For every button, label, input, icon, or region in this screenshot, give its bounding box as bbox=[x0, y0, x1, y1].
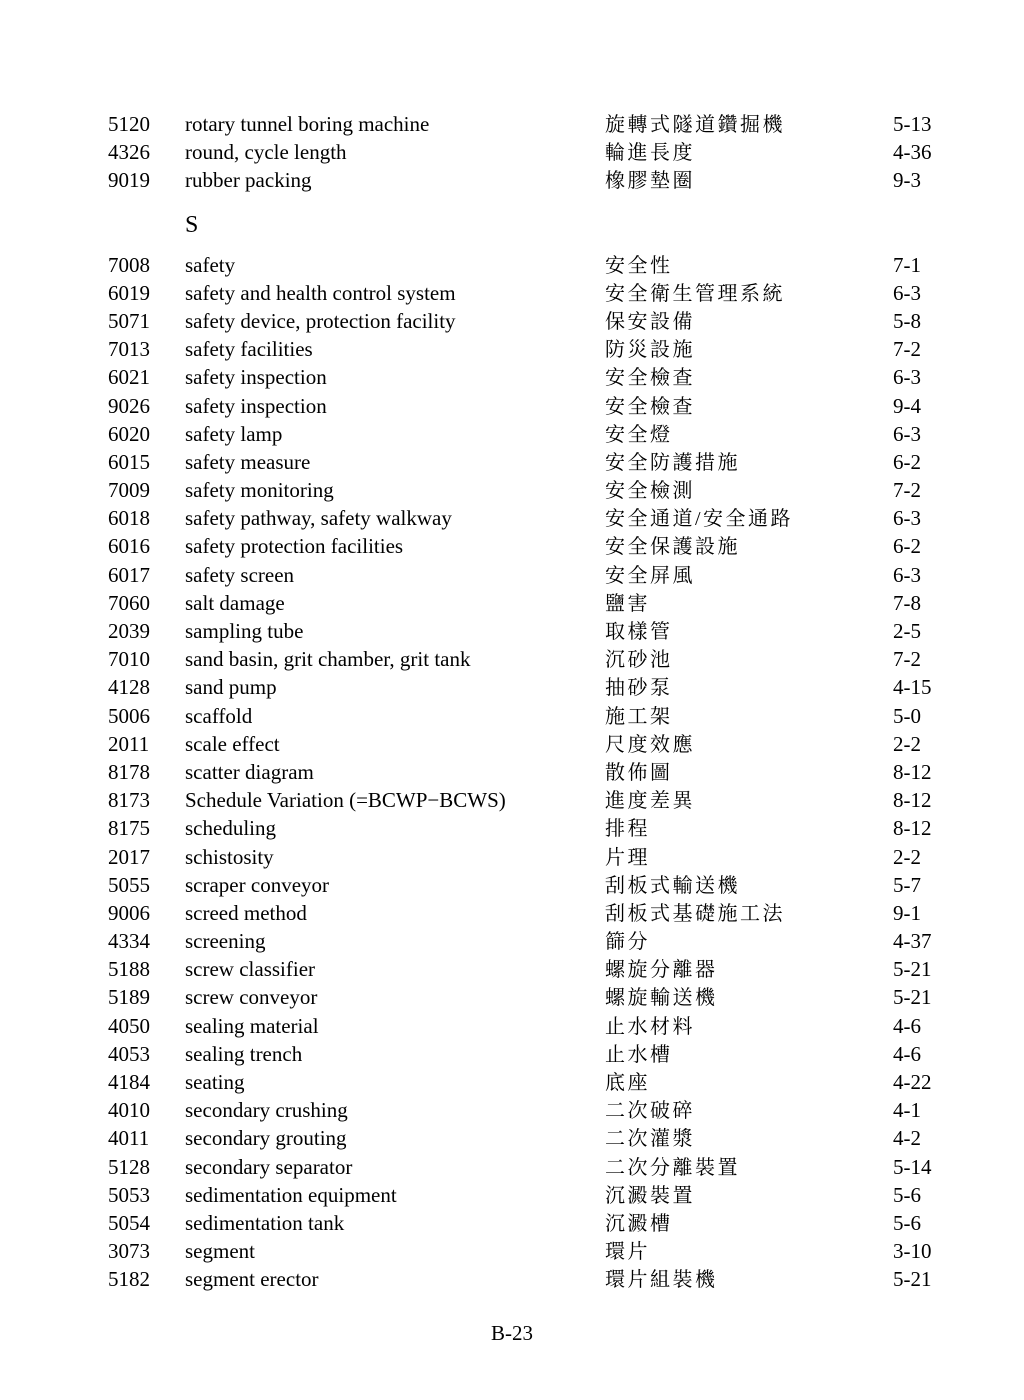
chinese-term-cell: 安全性 bbox=[605, 254, 673, 277]
glossary-row bbox=[108, 1237, 974, 1265]
chinese-term-cell: 安全燈 bbox=[605, 423, 673, 446]
page-ref-cell: 7-1 bbox=[893, 252, 921, 277]
page-number: B-23 bbox=[491, 1321, 533, 1345]
english-term-cell: safety monitoring bbox=[185, 478, 334, 503]
english-term-cell: safety screen bbox=[185, 562, 295, 587]
code-cell: 6021 bbox=[108, 365, 150, 390]
chinese-term-cell: 止水槽 bbox=[605, 1043, 673, 1066]
english-term-cell: safety lamp bbox=[185, 421, 283, 446]
page-ref-cell: 2-2 bbox=[893, 844, 921, 869]
code-cell: 2011 bbox=[108, 731, 150, 756]
chinese-term-cell: 刮板式基礎施工法 bbox=[605, 902, 785, 925]
glossary-row bbox=[108, 561, 974, 589]
chinese-term-cell: 安全衛生管理系統 bbox=[605, 282, 785, 305]
page-ref-cell: 6-3 bbox=[893, 562, 921, 587]
page-ref-cell: 6-3 bbox=[893, 421, 921, 446]
section-header-s: S bbox=[185, 211, 199, 238]
page-ref-cell: 5-6 bbox=[893, 1182, 921, 1207]
chinese-term-cell: 止水材料 bbox=[605, 1015, 695, 1038]
chinese-term-cell: 二次灌漿 bbox=[605, 1128, 695, 1151]
code-cell: 8175 bbox=[108, 816, 150, 841]
code-cell: 6015 bbox=[108, 449, 150, 474]
code-cell: 5054 bbox=[108, 1210, 150, 1235]
chinese-term-cell: 環片組裝機 bbox=[605, 1269, 718, 1292]
page-ref-cell: 9-3 bbox=[893, 168, 921, 193]
code-cell: 7010 bbox=[108, 647, 150, 672]
page-ref-cell: 9-1 bbox=[893, 900, 921, 925]
chinese-term-cell: 散佈圖 bbox=[605, 761, 673, 784]
code-cell: 2039 bbox=[108, 619, 150, 643]
code-cell: 8173 bbox=[108, 788, 150, 813]
english-term-cell: schistosity bbox=[185, 844, 274, 869]
english-term-cell: safety bbox=[185, 252, 236, 277]
chinese-term-cell: 保安設備 bbox=[605, 310, 695, 333]
english-term-cell: scale effect bbox=[185, 731, 280, 756]
glossary-row bbox=[108, 1153, 974, 1181]
code-cell: 4010 bbox=[108, 1098, 150, 1123]
english-term-cell: sealing material bbox=[185, 1013, 319, 1038]
code-cell: 6019 bbox=[108, 280, 150, 305]
english-term-cell: sand pump bbox=[185, 675, 277, 700]
page-ref-cell: 5-7 bbox=[893, 872, 921, 897]
glossary-row bbox=[108, 1181, 974, 1209]
page-ref-cell: 4-36 bbox=[893, 140, 932, 165]
page-ref-cell: 9-4 bbox=[893, 393, 921, 418]
english-term-cell: rotary tunnel boring machine bbox=[185, 112, 430, 136]
page-ref-cell: 5-6 bbox=[893, 1210, 921, 1235]
page-ref-cell: 4-6 bbox=[893, 1013, 921, 1038]
glossary-row bbox=[108, 1012, 974, 1040]
page-ref-cell: 7-2 bbox=[893, 478, 921, 503]
english-term-cell: screening bbox=[185, 929, 266, 954]
code-cell: 5055 bbox=[108, 872, 150, 897]
page-ref-cell: 4-15 bbox=[893, 675, 932, 700]
glossary-row bbox=[108, 448, 974, 476]
glossary-row bbox=[108, 532, 974, 560]
glossary-row bbox=[108, 363, 974, 391]
code-cell: 5188 bbox=[108, 957, 150, 982]
glossary-row bbox=[108, 983, 974, 1011]
chinese-term-cell: 安全檢查 bbox=[605, 395, 695, 418]
english-term-cell: segment bbox=[185, 1239, 255, 1264]
page-ref-cell: 7-8 bbox=[893, 590, 921, 615]
chinese-term-cell: 沉砂池 bbox=[605, 649, 673, 672]
code-cell: 8178 bbox=[108, 759, 150, 784]
glossary-row bbox=[108, 1209, 974, 1237]
english-term-cell: scraper conveyor bbox=[185, 872, 330, 897]
english-term-cell: secondary separator bbox=[185, 1154, 353, 1179]
chinese-term-cell: 安全檢測 bbox=[605, 480, 695, 503]
chinese-term-cell: 安全保護設施 bbox=[605, 536, 740, 559]
glossary-row bbox=[108, 420, 974, 448]
english-term-cell: scaffold bbox=[185, 703, 253, 728]
page-ref-cell: 5-8 bbox=[893, 308, 921, 333]
page-ref-cell: 8-12 bbox=[893, 788, 932, 813]
page-ref-cell: 6-3 bbox=[893, 365, 921, 390]
english-term-cell: safety facilities bbox=[185, 337, 313, 362]
chinese-term-cell: 沉澱裝置 bbox=[605, 1184, 695, 1207]
chinese-term-cell: 旋轉式隧道鑽掘機 bbox=[605, 114, 785, 136]
english-term-cell: safety inspection bbox=[185, 393, 327, 418]
glossary-row bbox=[108, 617, 974, 645]
glossary-row bbox=[108, 279, 974, 307]
code-cell: 4334 bbox=[108, 929, 150, 954]
glossary-row bbox=[108, 476, 974, 504]
english-term-cell: sealing trench bbox=[185, 1041, 303, 1066]
glossary-row bbox=[108, 786, 974, 814]
chinese-term-cell: 安全檢查 bbox=[605, 367, 695, 390]
page-ref-cell: 3-10 bbox=[893, 1239, 932, 1264]
code-cell: 7009 bbox=[108, 478, 150, 503]
glossary-row bbox=[108, 1096, 974, 1124]
glossary-table bbox=[108, 110, 974, 1294]
chinese-term-cell: 篩分 bbox=[605, 931, 650, 954]
glossary-row bbox=[108, 1124, 974, 1152]
english-term-cell: safety pathway, safety walkway bbox=[185, 506, 452, 531]
code-cell: 5120 bbox=[108, 112, 150, 136]
chinese-term-cell: 安全防護措施 bbox=[605, 451, 740, 474]
code-cell: 4184 bbox=[108, 1070, 150, 1094]
english-term-cell: screed method bbox=[185, 900, 307, 925]
page-ref-cell: 4-2 bbox=[893, 1126, 921, 1151]
code-cell: 4326 bbox=[108, 140, 150, 165]
glossary-row bbox=[108, 843, 974, 871]
code-cell: 5006 bbox=[108, 703, 150, 728]
chinese-term-cell: 安全通道/安全通路 bbox=[605, 508, 794, 531]
english-term-cell: scatter diagram bbox=[185, 759, 314, 784]
glossary-row bbox=[108, 504, 974, 532]
page-ref-cell: 6-2 bbox=[893, 449, 921, 474]
english-term-cell: seating bbox=[185, 1070, 245, 1094]
code-cell: 9026 bbox=[108, 393, 150, 418]
english-term-cell: segment erector bbox=[185, 1267, 319, 1292]
chinese-term-cell: 二次破碎 bbox=[605, 1100, 695, 1123]
code-cell: 9019 bbox=[108, 168, 150, 193]
glossary-row bbox=[108, 392, 974, 420]
chinese-term-cell: 施工架 bbox=[605, 705, 673, 728]
glossary-row bbox=[108, 673, 974, 701]
glossary-row bbox=[108, 138, 974, 166]
english-term-cell: sedimentation tank bbox=[185, 1210, 345, 1235]
code-cell: 7013 bbox=[108, 337, 150, 362]
page-ref-cell: 2-5 bbox=[893, 619, 921, 643]
english-term-cell: round, cycle length bbox=[185, 140, 347, 165]
glossary-row bbox=[108, 335, 974, 363]
page-ref-cell: 4-37 bbox=[893, 929, 932, 954]
chinese-term-cell: 螺旋輸送機 bbox=[605, 987, 718, 1010]
code-cell: 9006 bbox=[108, 900, 150, 925]
page-ref-cell: 4-1 bbox=[893, 1098, 921, 1123]
english-term-cell: secondary grouting bbox=[185, 1126, 347, 1151]
english-term-cell: scheduling bbox=[185, 816, 276, 841]
glossary-row bbox=[108, 758, 974, 786]
english-term-cell: safety inspection bbox=[185, 365, 327, 390]
chinese-term-cell: 輪進長度 bbox=[605, 142, 695, 165]
english-term-cell: Schedule Variation (=BCWP−BCWS) bbox=[185, 788, 506, 813]
chinese-term-cell: 排程 bbox=[605, 818, 650, 841]
code-cell: 4128 bbox=[108, 675, 150, 700]
code-cell: 3073 bbox=[108, 1239, 150, 1264]
chinese-term-cell: 刮板式輸送機 bbox=[605, 874, 740, 897]
code-cell: 5182 bbox=[108, 1267, 150, 1292]
chinese-term-cell: 進度差異 bbox=[605, 790, 695, 813]
page-ref-cell: 5-0 bbox=[893, 703, 921, 728]
page-ref-cell: 5-13 bbox=[893, 112, 932, 136]
english-term-cell: salt damage bbox=[185, 590, 285, 615]
page-ref-cell: 5-21 bbox=[893, 957, 932, 982]
glossary-row bbox=[108, 645, 974, 673]
page-ref-cell: 2-2 bbox=[893, 731, 921, 756]
english-term-cell: safety device, protection facility bbox=[185, 308, 456, 333]
chinese-term-cell: 安全屏風 bbox=[605, 564, 695, 587]
code-cell: 6018 bbox=[108, 506, 150, 531]
glossary-row bbox=[108, 899, 974, 927]
english-term-cell: sampling tube bbox=[185, 619, 304, 643]
english-term-cell: secondary crushing bbox=[185, 1098, 348, 1123]
page-ref-cell: 6-3 bbox=[893, 506, 921, 531]
code-cell: 7008 bbox=[108, 252, 150, 277]
glossary-row bbox=[108, 166, 974, 194]
glossary-row bbox=[108, 814, 974, 842]
page-ref-cell: 8-12 bbox=[893, 816, 932, 841]
page-ref-cell: 5-21 bbox=[893, 1267, 932, 1292]
chinese-term-cell: 防災設施 bbox=[605, 339, 695, 362]
glossary-row bbox=[108, 589, 974, 617]
chinese-term-cell: 沉澱槽 bbox=[605, 1212, 673, 1235]
english-term-cell: screw conveyor bbox=[185, 985, 318, 1010]
chinese-term-cell: 鹽害 bbox=[605, 592, 650, 615]
code-cell: 5128 bbox=[108, 1154, 150, 1179]
glossary-row bbox=[108, 110, 974, 138]
page-ref-cell: 7-2 bbox=[893, 647, 921, 672]
chinese-term-cell: 螺旋分離器 bbox=[605, 959, 718, 982]
code-cell: 7060 bbox=[108, 590, 150, 615]
glossary-row bbox=[108, 307, 974, 335]
page-ref-cell: 4-22 bbox=[893, 1070, 932, 1094]
glossary-row bbox=[108, 251, 974, 279]
glossary-row bbox=[108, 1265, 974, 1293]
chinese-term-cell: 底座 bbox=[605, 1072, 650, 1094]
english-term-cell: safety protection facilities bbox=[185, 534, 404, 559]
page-ref-cell: 6-2 bbox=[893, 534, 921, 559]
english-term-cell: sedimentation equipment bbox=[185, 1182, 397, 1207]
code-cell: 6016 bbox=[108, 534, 150, 559]
glossary-row bbox=[108, 1068, 974, 1096]
code-cell: 5071 bbox=[108, 308, 150, 333]
page-ref-cell: 6-3 bbox=[893, 280, 921, 305]
code-cell: 4011 bbox=[108, 1126, 150, 1151]
page-ref-cell: 8-12 bbox=[893, 759, 932, 784]
chinese-term-cell: 取樣管 bbox=[605, 621, 673, 643]
chinese-term-cell: 抽砂泵 bbox=[605, 677, 673, 700]
page-ref-cell: 5-21 bbox=[893, 985, 932, 1010]
english-term-cell: screw classifier bbox=[185, 957, 316, 982]
english-term-cell: sand basin, grit chamber, grit tank bbox=[185, 647, 471, 672]
english-term-cell: rubber packing bbox=[185, 168, 312, 193]
code-cell: 6020 bbox=[108, 421, 150, 446]
code-cell: 5189 bbox=[108, 985, 150, 1010]
chinese-term-cell: 環片 bbox=[605, 1241, 650, 1264]
chinese-term-cell: 橡膠墊圈 bbox=[605, 170, 695, 193]
english-term-cell: safety measure bbox=[185, 449, 311, 474]
english-term-cell: safety and health control system bbox=[185, 280, 456, 305]
chinese-term-cell: 尺度效應 bbox=[605, 733, 695, 756]
glossary-row bbox=[108, 955, 974, 983]
page-ref-cell: 4-6 bbox=[893, 1041, 921, 1066]
page-ref-cell: 5-14 bbox=[893, 1154, 932, 1179]
glossary-row bbox=[108, 927, 974, 955]
chinese-term-cell: 二次分離裝置 bbox=[605, 1156, 740, 1179]
glossary-row bbox=[108, 1040, 974, 1068]
code-cell: 4050 bbox=[108, 1013, 150, 1038]
chinese-term-cell: 片理 bbox=[605, 846, 650, 869]
code-cell: 5053 bbox=[108, 1182, 150, 1207]
code-cell: 6017 bbox=[108, 562, 150, 587]
glossary-row bbox=[108, 871, 974, 899]
glossary-row bbox=[108, 702, 974, 730]
code-cell: 4053 bbox=[108, 1041, 150, 1066]
page-ref-cell: 7-2 bbox=[893, 337, 921, 362]
code-cell: 2017 bbox=[108, 844, 150, 869]
glossary-row bbox=[108, 730, 974, 758]
